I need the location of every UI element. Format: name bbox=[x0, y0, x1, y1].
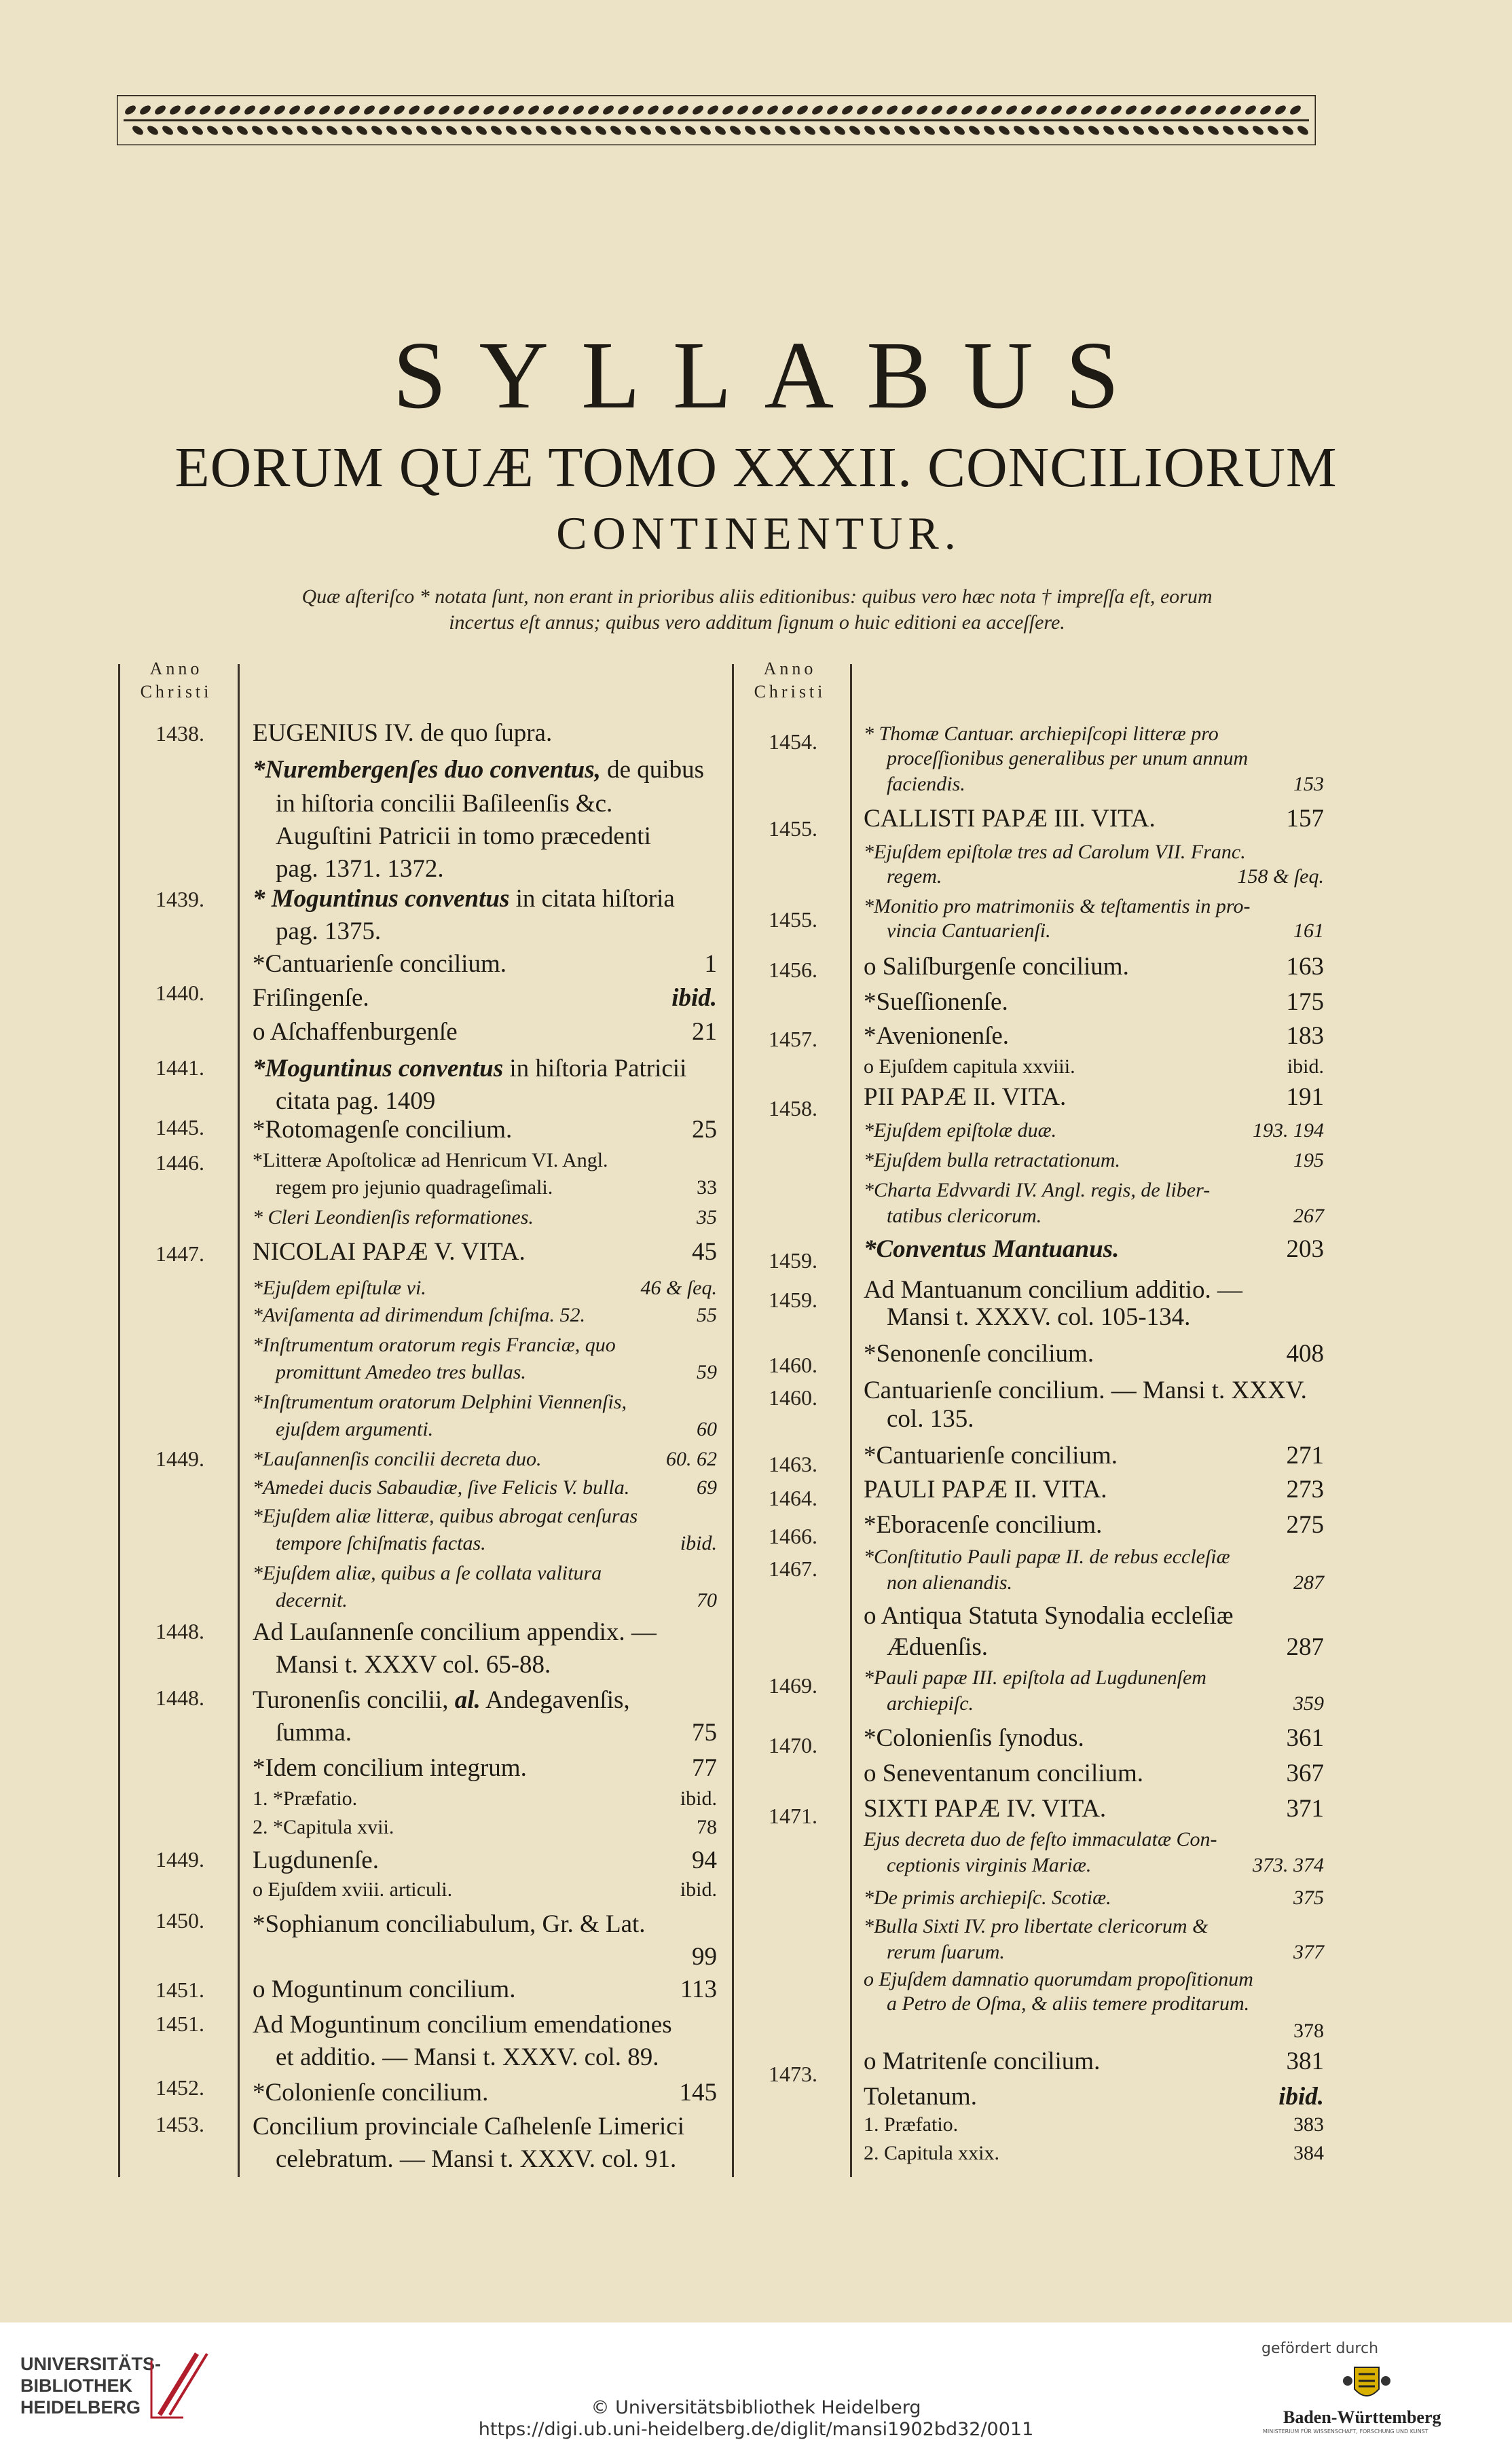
page-number: 55 bbox=[697, 1304, 717, 1326]
entry-text: *Lauſannenſis concilii decreta duo. bbox=[253, 1448, 542, 1470]
page-number: 145 bbox=[679, 2079, 717, 2107]
page-number: 46 & ſeq. bbox=[640, 1277, 717, 1299]
entry-line bbox=[864, 1967, 1324, 1992]
entry-line bbox=[864, 803, 1324, 835]
entry-text: *Ejuſdem bulla retractationum. bbox=[864, 1149, 1121, 1171]
entry-line bbox=[253, 1973, 717, 2006]
entry-line bbox=[887, 1991, 1324, 2017]
entry-text: 2. Capitula xxix. bbox=[864, 2142, 999, 2164]
entry-text: vincia Cantuarienſi. bbox=[887, 919, 1051, 942]
entry-text: ſumma. bbox=[276, 1719, 352, 1747]
entry-text: *Amedei ducis Sabaudiæ, ſive Felicis V. bulla. bbox=[253, 1476, 630, 1499]
page-number: 163 bbox=[1286, 953, 1324, 981]
year-label: 1464. bbox=[769, 1486, 817, 1510]
entry-line bbox=[864, 1054, 1324, 1080]
entry-text: *Charta Edvvardi IV. Angl. regis, de liber- bbox=[864, 1179, 1211, 1201]
entry-line bbox=[253, 1475, 717, 1501]
entry-line bbox=[253, 1908, 717, 1941]
entry-line bbox=[253, 1236, 717, 1269]
page-number: 60 bbox=[697, 1418, 717, 1440]
funded-by-label: gefördert durch bbox=[1261, 2340, 1379, 2357]
entry-text: Cantuarienſe concilium. — Mansi t. XXXV. bbox=[864, 1377, 1307, 1404]
page-number: 375 bbox=[1293, 1887, 1324, 1909]
entry-text: *Ejuſdem aliæ, quibus a ſe collata valitura bbox=[253, 1562, 602, 1584]
page-number: 203 bbox=[1286, 1235, 1324, 1263]
source-url[interactable]: https://digi.ub.uni-heidelberg.de/diglit/mansi1902bd32/0011 bbox=[478, 2419, 1034, 2440]
entry-line bbox=[864, 1440, 1324, 1472]
year-label: 1455. bbox=[769, 907, 817, 932]
entry-line bbox=[276, 1588, 717, 1614]
entry-line bbox=[253, 883, 717, 915]
entry-line bbox=[864, 1600, 1324, 1633]
entry-text: *Eboracenſe concilium. bbox=[864, 1511, 1103, 1539]
entry-text: Ad Moguntinum concilium emendationes bbox=[253, 2011, 672, 2039]
entry-text: *Colonienſis ſynodus. bbox=[864, 1724, 1084, 1752]
page-number: 267 bbox=[1293, 1205, 1324, 1227]
page-number: 1 bbox=[704, 950, 717, 978]
entry-text: o Moguntinum concilium. bbox=[253, 1975, 516, 2003]
entry-text: *De primis archiepiſc. Scotiæ. bbox=[864, 1887, 1111, 1909]
page-number: 21 bbox=[692, 1018, 717, 1046]
year-label: 1473. bbox=[769, 2062, 817, 2086]
entry-line bbox=[253, 717, 717, 750]
entry-text: *Avenionenſe. bbox=[864, 1022, 1010, 1050]
entry-text: Æduenſis. bbox=[887, 1633, 989, 1661]
entry-line bbox=[276, 820, 717, 853]
entry-line bbox=[253, 1275, 717, 1301]
entry-line bbox=[864, 1178, 1324, 1203]
entry-text: * Thomæ Cantuar. archiepiſcopi litteræ pro bbox=[864, 723, 1219, 745]
entry-line bbox=[253, 2009, 717, 2041]
year-label: 1441. bbox=[155, 1055, 204, 1080]
page-number: 287 bbox=[1293, 1571, 1324, 1594]
entry-text: o Ejuſdem capitula xxviii. bbox=[864, 1055, 1075, 1078]
entry-line bbox=[864, 1885, 1324, 1911]
year-label: 1449. bbox=[155, 1847, 204, 1872]
entry-line bbox=[253, 1877, 717, 1903]
entry-text: PII PAPÆ II. VITA. bbox=[864, 1083, 1067, 1111]
entry-line bbox=[864, 1757, 1324, 1790]
entry-text: pag. 1371. 1372. bbox=[276, 855, 444, 883]
entry-text: *Inſtrumentum oratorum Delphini Viennenſis, bbox=[253, 1391, 627, 1413]
entry-text: *Senonenſe concilium. bbox=[864, 1340, 1094, 1368]
page-number: 367 bbox=[1286, 1760, 1324, 1787]
page-number: 287 bbox=[1286, 1633, 1324, 1661]
entry-text: *Rotomagenſe concilium. bbox=[253, 1116, 513, 1144]
entry-line bbox=[253, 1016, 717, 1049]
year-label: 1470. bbox=[769, 1733, 817, 1757]
entry-line bbox=[253, 2111, 717, 2143]
entry-line bbox=[887, 1570, 1324, 1596]
entry-line bbox=[253, 982, 717, 1015]
entry-line bbox=[253, 1302, 717, 1328]
page-number: 373. 374 bbox=[1253, 1854, 1324, 1876]
year-label: 1453. bbox=[155, 2112, 204, 2136]
entry-line bbox=[864, 2018, 1324, 2044]
entry-text: *Cantuarienſe concilium. bbox=[864, 1442, 1118, 1470]
entry-text: regem. bbox=[887, 865, 942, 888]
year-label: 1438. bbox=[155, 721, 204, 746]
entry-text: *Idem concilium integrum. bbox=[253, 1754, 527, 1782]
entry-line bbox=[864, 1233, 1324, 1266]
page-number: 193. 194 bbox=[1253, 1119, 1324, 1142]
page-number: ibid. bbox=[1287, 1055, 1324, 1078]
entry-line bbox=[887, 746, 1324, 771]
entry-text: citata pag. 1409 bbox=[276, 1087, 436, 1115]
anno-label: Anno bbox=[149, 659, 203, 678]
entry-text: *Conſtitutio Pauli papæ II. de rebus eccleſiæ bbox=[864, 1546, 1230, 1568]
entry-line bbox=[253, 1053, 717, 1085]
page-number: 153 bbox=[1293, 773, 1324, 795]
entry-text: *Inſtrumentum oratorum regis Franciæ, quo bbox=[253, 1334, 616, 1356]
year-label: 1459. bbox=[769, 1248, 817, 1273]
ornamental-border bbox=[117, 95, 1316, 145]
page-number: 377 bbox=[1293, 1941, 1324, 1963]
ministry-name: MINISTERIUM FÜR WISSENSCHAFT, FORSCHUNG UND KUNST bbox=[1263, 2428, 1428, 2435]
entry-text: *Ejuſdem epiſtolæ tres ad Carolum VII. Franc. bbox=[864, 841, 1246, 863]
entry-text: * Cleri Leondienſis reformationes. bbox=[253, 1206, 534, 1228]
page-number: 191 bbox=[1286, 1083, 1324, 1111]
entry-line bbox=[253, 1561, 717, 1586]
year-label: 1440. bbox=[155, 981, 204, 1005]
page-number: 60. 62 bbox=[666, 1448, 717, 1470]
year-label: 1459. bbox=[769, 1288, 817, 1312]
entry-line bbox=[864, 1722, 1324, 1755]
entry-text: Turonenſis concilii, al. Andegavenſis, bbox=[253, 1686, 630, 1714]
entry-line bbox=[276, 1417, 717, 1442]
page-number: 25 bbox=[692, 1116, 717, 1144]
subtitle: EORUM QUÆ TOMO XXXII. CONCILIORUM bbox=[174, 436, 1338, 499]
year-label: 1446. bbox=[155, 1150, 204, 1175]
page-number: 378 bbox=[1293, 2020, 1324, 2042]
entry-text: PAULI PAPÆ II. VITA. bbox=[864, 1476, 1107, 1504]
subtitle-continued: CONTINENTUR. bbox=[556, 507, 961, 559]
year-label: 1454. bbox=[769, 729, 817, 754]
year-label: 1451. bbox=[155, 1978, 204, 2002]
page-number: ibid. bbox=[1278, 2083, 1324, 2111]
entry-text: *Cantuarienſe concilium. bbox=[253, 950, 506, 978]
entry-line bbox=[887, 1301, 1324, 1334]
entry-text: rerum ſuarum. bbox=[887, 1941, 1005, 1963]
entry-line bbox=[276, 1717, 717, 1749]
page-number: 45 bbox=[692, 1238, 717, 1266]
entry-line bbox=[864, 1081, 1324, 1114]
entry-text: *Sueſſionenſe. bbox=[864, 988, 1008, 1016]
entry-text: *Monitio pro matrimoniis & teſtamentis in pro- bbox=[864, 895, 1251, 917]
entry-line bbox=[887, 771, 1324, 797]
entry-line bbox=[864, 951, 1324, 983]
entry-text: tatibus clericorum. bbox=[887, 1205, 1042, 1227]
year-label: 1460. bbox=[769, 1353, 817, 1377]
year-label: 1439. bbox=[155, 887, 204, 911]
page-number: 33 bbox=[697, 1176, 717, 1199]
entry-text: o Saliſburgenſe concilium. bbox=[864, 953, 1129, 981]
entry-line bbox=[864, 1118, 1324, 1144]
page-number: 271 bbox=[1286, 1442, 1324, 1470]
entry-text: *Ejuſdem aliæ litteræ, quibus abrogat cenſuras bbox=[253, 1505, 638, 1527]
entry-text: *Litteræ Apoſtolicæ ad Henricum VI. Angl. bbox=[253, 1149, 608, 1171]
entry-text: *Colonienſe concilium. bbox=[253, 2079, 489, 2107]
library-name-2: BIBLIOTHEK bbox=[20, 2375, 132, 2396]
entry-text: *Nurembergenſes duo conventus, de quibus bbox=[253, 756, 704, 784]
entry-text: *Pauli papæ III. epiſtola ad Lugdunenſem bbox=[864, 1666, 1206, 1689]
entry-line bbox=[276, 2041, 717, 2074]
entry-text: *Aviſamenta ad dirimendum ſchiſma. 52. bbox=[253, 1304, 585, 1326]
entry-line bbox=[864, 2112, 1324, 2138]
entry-text: *Bulla Sixti IV. pro libertate clericorum & bbox=[864, 1915, 1209, 1937]
page-number: 361 bbox=[1286, 1724, 1324, 1752]
page-number: 275 bbox=[1286, 1511, 1324, 1539]
entry-text: et additio. — Mansi t. XXXV. col. 89. bbox=[276, 2043, 659, 2071]
entry-text: Lugdunenſe. bbox=[253, 1846, 379, 1874]
page-number: 273 bbox=[1286, 1476, 1324, 1504]
column-rule bbox=[850, 664, 852, 2177]
entry-text: proceſſionibus generalibus per unum annum bbox=[887, 747, 1249, 769]
page-number: 383 bbox=[1293, 2113, 1324, 2136]
column-rule bbox=[238, 664, 240, 2177]
entry-text: *Ejuſdem epiſtulæ vi. bbox=[253, 1277, 426, 1299]
entry-text: non alienandis. bbox=[887, 1571, 1012, 1594]
page-number: 59 bbox=[697, 1361, 717, 1383]
entry-text: ceptionis virginis Mariæ. bbox=[887, 1854, 1092, 1876]
entry-text: Ad Mantuanum concilium additio. — bbox=[864, 1276, 1242, 1304]
entry-line bbox=[864, 1665, 1324, 1691]
entry-text: NICOLAI PAPÆ V. VITA. bbox=[253, 1238, 525, 1266]
year-label: 1447. bbox=[155, 1241, 204, 1266]
entry-line bbox=[276, 915, 717, 948]
year-label: 1455. bbox=[769, 816, 817, 841]
entry-line bbox=[253, 1205, 717, 1231]
page-number: ibid. bbox=[680, 1532, 717, 1554]
entry-text: 1. *Præfatio. bbox=[253, 1787, 358, 1810]
column-rule bbox=[118, 664, 120, 2177]
state-name: Baden-Württemberg bbox=[1283, 2407, 1441, 2427]
year-label: 1452. bbox=[155, 2075, 204, 2100]
editorial-note bbox=[139, 584, 1375, 636]
entry-line bbox=[276, 2143, 717, 2176]
page-number: 77 bbox=[692, 1754, 717, 1782]
entry-line bbox=[253, 1752, 717, 1785]
copyright-text: © Universitätsbibliothek Heidelberg bbox=[591, 2397, 921, 2418]
entry-text: faciendis. bbox=[887, 773, 965, 795]
entry-line bbox=[864, 1020, 1324, 1053]
page-number: ibid. bbox=[680, 1878, 717, 1901]
entry-line bbox=[887, 1631, 1324, 1664]
entry-line bbox=[864, 1914, 1324, 1939]
entry-line bbox=[276, 788, 717, 820]
year-label: 1448. bbox=[155, 1685, 204, 1710]
year-label: 1458. bbox=[769, 1096, 817, 1120]
christi-label: Christi bbox=[140, 682, 213, 701]
entry-line bbox=[864, 1374, 1324, 1407]
entry-line bbox=[887, 1853, 1324, 1878]
entry-text: Mansi t. XXXV col. 65-88. bbox=[276, 1651, 551, 1679]
year-label: 1451. bbox=[155, 2011, 204, 2036]
entry-line bbox=[253, 1148, 717, 1173]
entry-text: CALLISTI PAPÆ III. VITA. bbox=[864, 805, 1156, 833]
page-number: 99 bbox=[692, 1943, 717, 1971]
entry-text: *Moguntinus conventus in hiſtoria Patricii bbox=[253, 1055, 687, 1082]
page-number: 183 bbox=[1286, 1022, 1324, 1050]
entry-line bbox=[864, 1474, 1324, 1506]
page-number: 78 bbox=[697, 1816, 717, 1838]
entry-line bbox=[276, 1085, 717, 1118]
year-label: 1467. bbox=[769, 1556, 817, 1581]
note-line-2: incertus eſt annus; quibus vero additum ſignum o huic editioni ea acceſſere. bbox=[449, 611, 1065, 634]
entry-text: *Sophianum conciliabulum, Gr. & Lat. bbox=[253, 1910, 646, 1938]
entry-line bbox=[864, 1148, 1324, 1173]
entry-text: decernit. bbox=[276, 1589, 348, 1611]
entry-line bbox=[864, 1793, 1324, 1825]
entry-text: Mansi t. XXXV. col. 105-134. bbox=[887, 1303, 1191, 1331]
entry-line bbox=[864, 1827, 1324, 1853]
entry-line bbox=[864, 2081, 1324, 2113]
entry-line bbox=[253, 1684, 717, 1717]
entry-text: in hiſtoria concilii Baſileenſis &c. bbox=[276, 790, 613, 818]
entry-text: o Matritenſe concilium. bbox=[864, 2047, 1101, 2075]
left-column-header bbox=[117, 657, 236, 704]
entry-line bbox=[864, 721, 1324, 747]
entry-text: o Ejuſdem xviii. articuli. bbox=[253, 1878, 453, 1901]
entry-text: Ejus decreta duo de feſto immaculatæ Con- bbox=[864, 1828, 1217, 1851]
column-rule bbox=[732, 664, 734, 2177]
entry-line bbox=[253, 1786, 717, 1812]
entry-text: o Seneventanum concilium. bbox=[864, 1760, 1144, 1787]
entry-line bbox=[253, 2077, 717, 2109]
page-number: 175 bbox=[1286, 988, 1324, 1016]
entry-line bbox=[276, 853, 717, 886]
library-name-1: UNIVERSITÄTS- bbox=[20, 2354, 162, 2374]
page-number: 161 bbox=[1293, 919, 1324, 942]
entry-line bbox=[276, 1531, 717, 1556]
entry-text: Friſingenſe. bbox=[253, 984, 369, 1012]
entry-line bbox=[253, 1941, 717, 1973]
entry-line bbox=[864, 1509, 1324, 1542]
year-label: 1445. bbox=[155, 1115, 204, 1140]
entry-text: pag. 1375. bbox=[276, 917, 382, 945]
page-number: ibid. bbox=[680, 1787, 717, 1810]
page-number: 384 bbox=[1293, 2142, 1324, 2164]
entry-line bbox=[864, 894, 1324, 919]
entry-line bbox=[253, 1815, 717, 1840]
page-number: 408 bbox=[1286, 1340, 1324, 1368]
page-number: 35 bbox=[697, 1206, 717, 1228]
entry-line bbox=[864, 986, 1324, 1019]
note-line-1: Quæ aſteriſco * notata ſunt, non erant in prioribus aliis editionibus: quibus vero hæc nota † impreſſa eſt, eorum bbox=[301, 585, 1213, 608]
christi-label: Christi bbox=[754, 682, 826, 701]
library-name-3: HEIDELBERG bbox=[20, 2397, 141, 2418]
entry-line bbox=[864, 1544, 1324, 1570]
entry-text: 2. *Capitula xvii. bbox=[253, 1816, 394, 1838]
entry-line bbox=[253, 1504, 717, 1529]
entry-line bbox=[864, 2045, 1324, 2078]
entry-text: 1. Præfatio. bbox=[864, 2113, 959, 2136]
entry-line bbox=[887, 1939, 1324, 1965]
entry-text: tempore ſchiſmatis factas. bbox=[276, 1532, 486, 1554]
year-label: 1469. bbox=[769, 1673, 817, 1698]
year-label: 1448. bbox=[155, 1619, 204, 1643]
page-number: 75 bbox=[692, 1719, 717, 1747]
entry-text: Toletanum. bbox=[864, 2083, 977, 2111]
entry-line bbox=[276, 1649, 717, 1681]
page-number: 195 bbox=[1293, 1149, 1324, 1171]
entry-text: SIXTI PAPÆ IV. VITA. bbox=[864, 1795, 1107, 1823]
entry-line bbox=[253, 1446, 717, 1472]
entry-line bbox=[253, 754, 717, 786]
entry-line bbox=[864, 2140, 1324, 2166]
entry-line bbox=[276, 1175, 717, 1201]
entry-line bbox=[887, 1203, 1324, 1229]
year-label: 1463. bbox=[769, 1452, 817, 1476]
entry-text: promittunt Amedeo tres bullas. bbox=[276, 1361, 526, 1383]
main-title: SYLLABUS bbox=[392, 321, 1152, 429]
coat-of-arms-icon bbox=[1341, 2362, 1393, 2405]
entry-line bbox=[887, 1691, 1324, 1717]
entry-text: Concilium provinciale Caſhelenſe Limerici bbox=[253, 2113, 684, 2140]
entry-text: ejuſdem argumenti. bbox=[276, 1418, 434, 1440]
entry-text: EUGENIUS IV. de quo ſupra. bbox=[253, 719, 553, 747]
entry-text: o Antiqua Statuta Synodalia eccleſiæ bbox=[864, 1602, 1234, 1630]
entry-line bbox=[864, 1338, 1324, 1370]
entry-text: * Moguntinus conventus in citata hiſtoria bbox=[253, 885, 675, 913]
year-label: 1460. bbox=[769, 1385, 817, 1410]
year-label: 1456. bbox=[769, 958, 817, 982]
entry-line bbox=[887, 1403, 1324, 1436]
entry-text: celebratum. — Mansi t. XXXV. col. 91. bbox=[276, 2145, 677, 2173]
entry-line bbox=[253, 1114, 717, 1146]
page-number: 113 bbox=[680, 1975, 717, 2003]
entry-text: *Conventus Mantuanus. bbox=[864, 1235, 1120, 1263]
page-number: 371 bbox=[1286, 1795, 1324, 1823]
page-number: 94 bbox=[692, 1846, 717, 1874]
page-number: 157 bbox=[1286, 805, 1324, 833]
entry-line bbox=[253, 948, 717, 981]
entry-line bbox=[887, 864, 1324, 890]
entry-line bbox=[887, 918, 1324, 944]
entry-text: archiepiſc. bbox=[887, 1692, 974, 1715]
entry-text: Ad Lauſannenſe concilium appendix. — bbox=[253, 1618, 657, 1646]
year-label: 1449. bbox=[155, 1446, 204, 1471]
page-number: 70 bbox=[697, 1589, 717, 1611]
page-number: 158 & ſeq. bbox=[1237, 865, 1324, 888]
anno-label: Anno bbox=[763, 659, 817, 678]
entry-text: col. 135. bbox=[887, 1405, 974, 1433]
entry-line bbox=[864, 839, 1324, 865]
page-number: 69 bbox=[697, 1476, 717, 1499]
page-number: 359 bbox=[1293, 1692, 1324, 1715]
entry-line bbox=[253, 1389, 717, 1415]
entry-text: *Ejuſdem epiſtolæ duæ. bbox=[864, 1119, 1057, 1142]
page-number: ibid. bbox=[671, 984, 717, 1012]
entry-text: a Petro de Oſma, & aliis temere proditarum. bbox=[887, 1992, 1250, 2015]
entry-line bbox=[276, 1360, 717, 1385]
entry-text: Auguſtini Patricii in tomo præcedenti bbox=[276, 822, 651, 850]
entry-text: o Ejuſdem damnatio quorumdam propoſitionum bbox=[864, 1968, 1253, 1990]
year-label: 1466. bbox=[769, 1524, 817, 1548]
entry-line bbox=[253, 1616, 717, 1649]
year-label: 1450. bbox=[155, 1908, 204, 1933]
year-label: 1457. bbox=[769, 1027, 817, 1051]
entry-line bbox=[253, 1332, 717, 1358]
page-number: 381 bbox=[1286, 2047, 1324, 2075]
right-column-header bbox=[731, 657, 849, 704]
entry-text: o Aſchaffenburgenſe bbox=[253, 1018, 458, 1046]
entry-line bbox=[253, 1844, 717, 1877]
entry-text: regem pro jejunio quadrageſimali. bbox=[276, 1176, 553, 1199]
year-label: 1471. bbox=[769, 1804, 817, 1828]
